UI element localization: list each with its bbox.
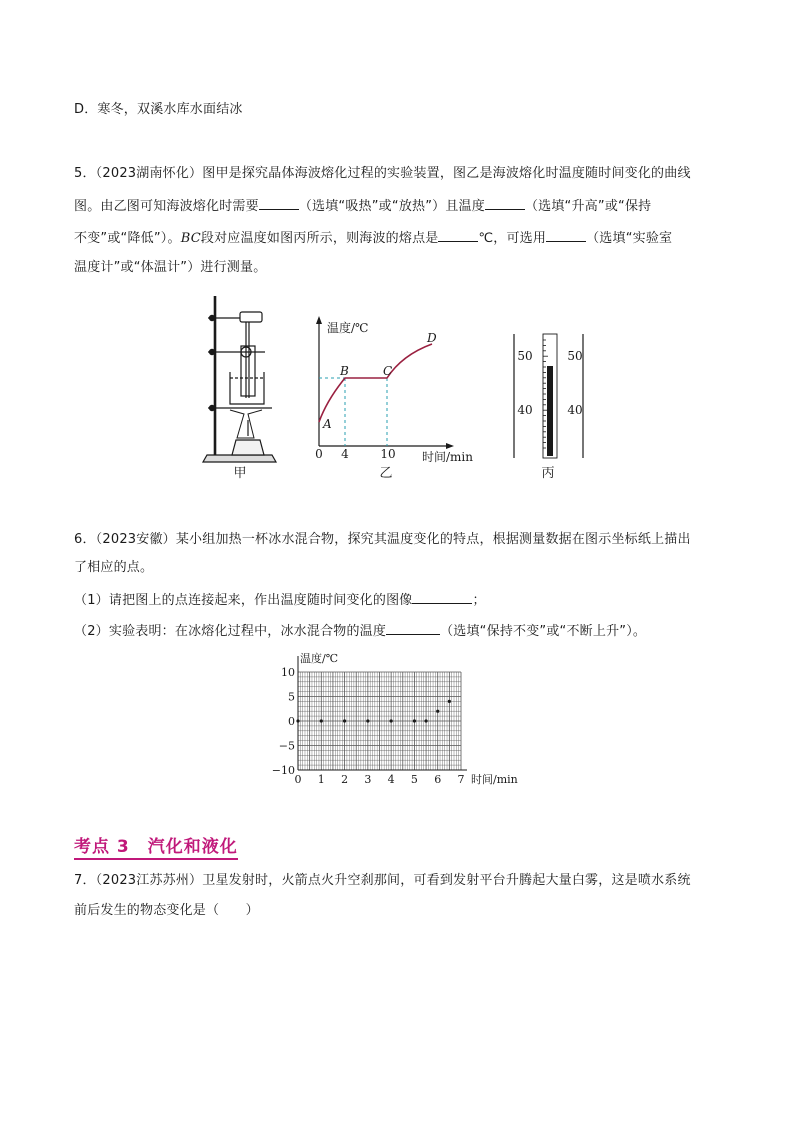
therm-label-40-left: 40 (517, 403, 533, 417)
chart-x-tick: 5 (410, 773, 418, 786)
chart-point (436, 710, 439, 713)
point-b: B (340, 364, 349, 378)
chart-y-tick: 0 (288, 715, 295, 728)
apparatus-jia (203, 296, 276, 462)
q5-line2: 图。由乙图可知海波熔化时需要 （选填“吸热”或“放热”）且温度 （选填“升高”或“保持 (74, 196, 651, 217)
q6-line2: 了相应的点。 (74, 560, 154, 575)
graph-tick-4: 4 (341, 447, 349, 461)
q6-blank1[interactable] (412, 590, 472, 604)
q6-blank2[interactable] (386, 621, 440, 635)
chart-x-tick: 4 (387, 773, 395, 786)
chart-ylabel: 温度/℃ (300, 652, 339, 665)
q7-line1: 7．（2023江苏苏州）卫星发射时，火箭点火升空刹那间，可看到发射平台升腾起大量白雾，这是喷水系统 (74, 873, 691, 888)
graph-ylabel: 温度/℃ (327, 321, 369, 335)
chart-x-tick: 3 (364, 773, 372, 786)
option-d: D．寒冬，双溪水库水面结冰 (74, 102, 243, 117)
therm-label-50-right: 50 (567, 349, 583, 363)
graph-tick-10: 10 (380, 447, 396, 461)
chart-y-tick: −10 (271, 764, 295, 777)
chart-point (296, 719, 299, 722)
chart-point (320, 719, 323, 722)
therm-label-40-right: 40 (567, 403, 583, 417)
chart-point (366, 719, 369, 722)
q6-sub2: （2）实验表明：在冰熔化过程中，冰水混合物的温度 （选填“保持不变”或“不断上升”）。 (74, 621, 646, 642)
chart-x-tick: 0 (294, 773, 302, 786)
q7-line2: 前后发生的物态变化是（ ） (74, 903, 259, 918)
point-a: A (323, 417, 332, 431)
chart-y-tick: −5 (278, 739, 295, 753)
chart-x-tick: 6 (434, 773, 442, 786)
caption-yi: 乙 (379, 466, 393, 481)
chart-x-tick: 1 (317, 773, 325, 786)
section-heading (74, 832, 238, 860)
chart-point (448, 700, 451, 703)
graph-tick-0: 0 (315, 447, 323, 461)
chart-point (424, 719, 427, 722)
caption-bing: 丙 (541, 466, 555, 481)
chart-x-tick: 2 (341, 773, 349, 786)
q5-blank3[interactable] (438, 228, 478, 242)
q6-sub1: （1）请把图上的点连接起来，作出温度随时间变化的图像 ； (74, 590, 486, 611)
graph-xlabel: 时间/min (422, 450, 473, 464)
q5-line4: 温度计”或“体温计”）进行测量。 (74, 260, 267, 275)
q5-line3: 不变”或“降低”）。BC段对应温度如图丙所示，则海波的熔点是 ℃，可选用 （选填“实验室 (74, 228, 672, 249)
q5-blank4[interactable] (546, 228, 586, 242)
section-label: 考点 3 (74, 837, 130, 857)
chart-point (413, 719, 416, 722)
chart-point (343, 719, 346, 722)
q5-blank2[interactable] (485, 196, 525, 210)
caption-jia: 甲 (233, 466, 247, 481)
therm-label-50-left: 50 (517, 349, 533, 363)
chart-x-tick: 7 (457, 773, 465, 786)
chart-y-tick: 10 (281, 666, 295, 679)
point-c: C (383, 364, 393, 378)
q5-blank1[interactable] (259, 196, 299, 210)
point-d: D (427, 331, 437, 345)
chart-point (390, 719, 393, 722)
chart-y-tick: 5 (288, 690, 295, 704)
q6-chart (270, 645, 530, 790)
figure-5 (195, 288, 595, 484)
q5-line1: 5．（2023湖南怀化）图甲是探究晶体海波熔化过程的实验装置，图乙是海波熔化时温度随时间变化的曲线 (74, 166, 691, 181)
section-title: 汽化和液化 (147, 837, 238, 857)
chart-xlabel: 时间/min (471, 773, 518, 786)
q6-line1: 6．（2023安徽）某小组加热一杯冰水混合物，探究其温度变化的特点，根据测量数据在图示坐标纸上描出 (74, 532, 691, 547)
